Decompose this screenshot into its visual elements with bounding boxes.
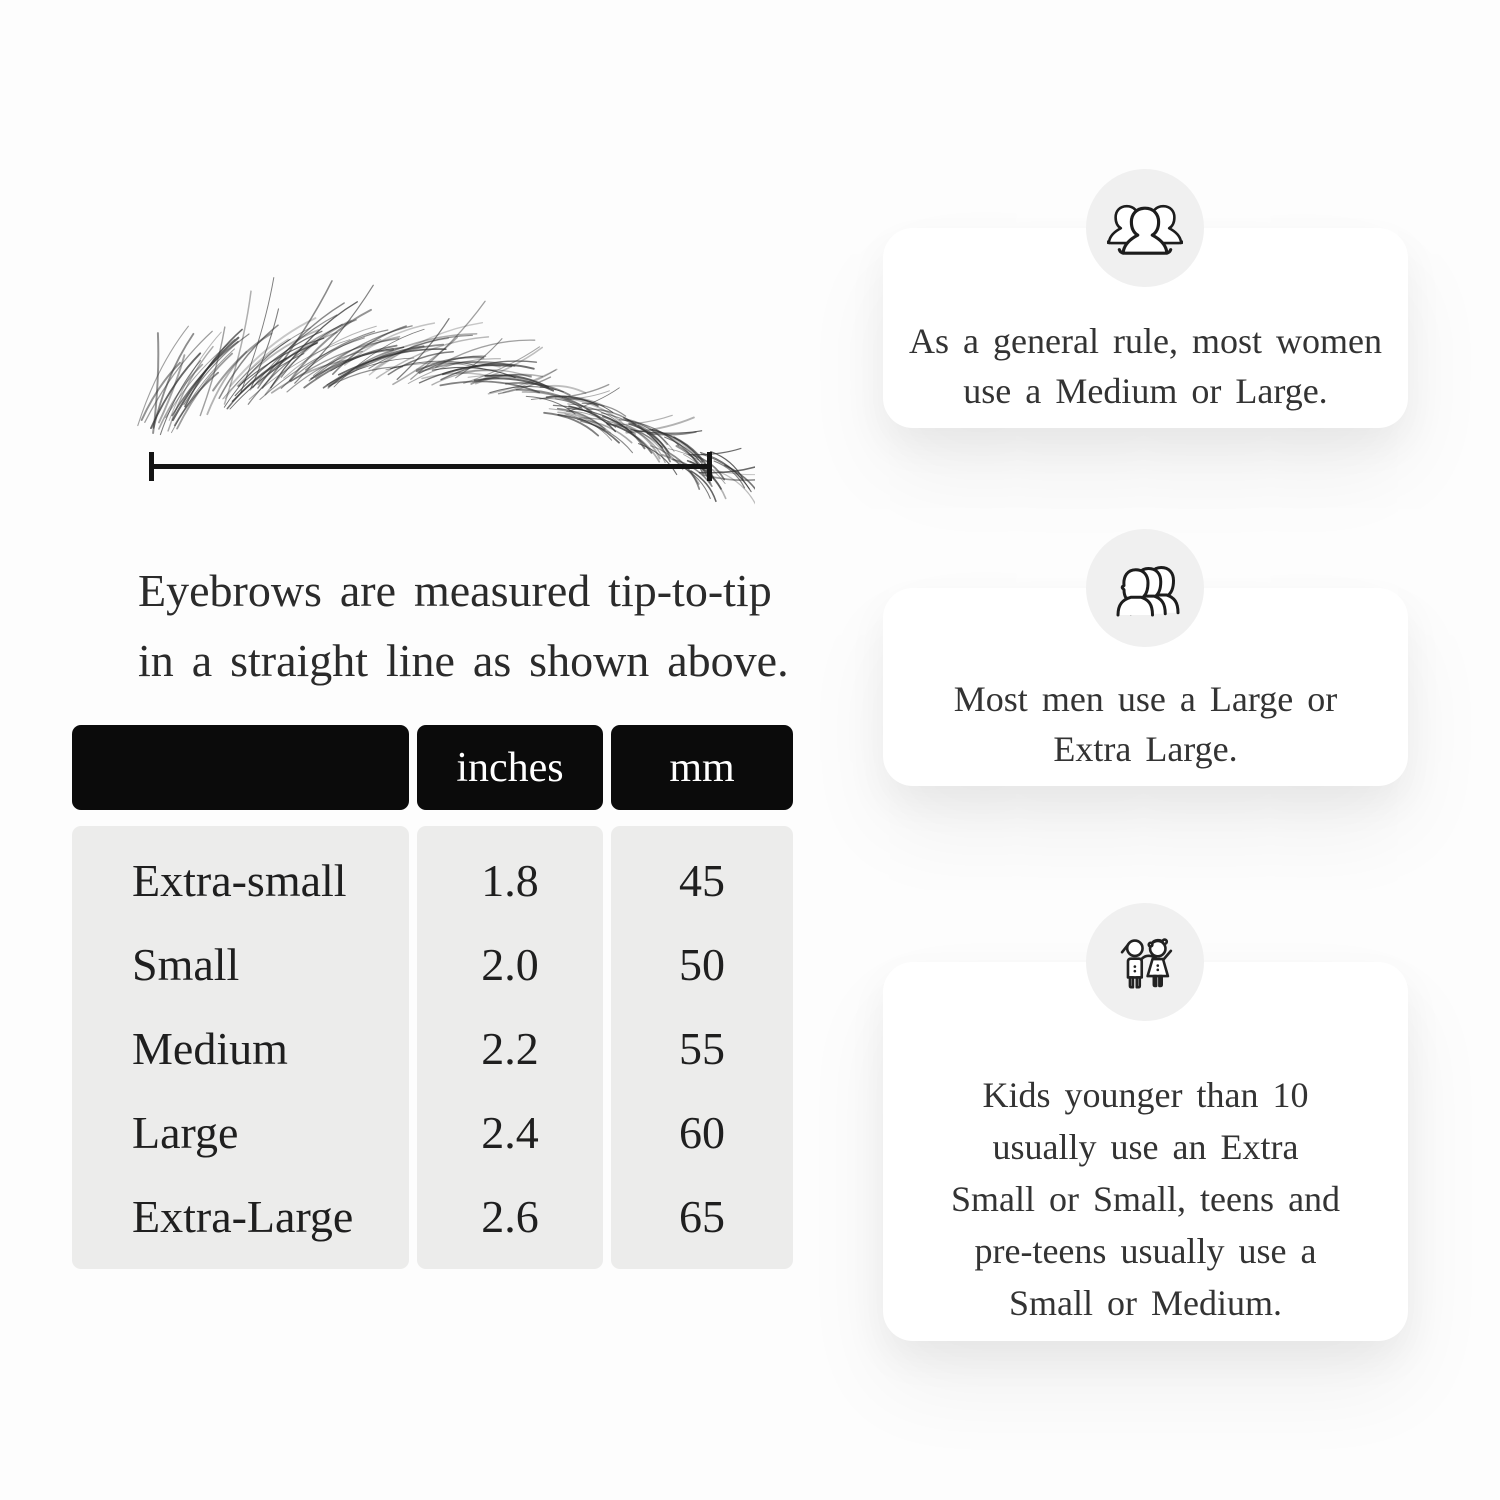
- women-icon-circle: [1086, 169, 1204, 287]
- size-table-header-row: [72, 725, 793, 810]
- size-row-label: Small: [132, 938, 240, 990]
- size-value-inches: 2.0: [481, 938, 539, 990]
- size-table-header-inches: inches: [417, 725, 603, 810]
- size-value-inches: 1.8: [481, 854, 539, 906]
- measurement-caption-line2: in a straight line as shown above.: [138, 635, 789, 686]
- size-value-inches: 2.6: [481, 1190, 539, 1242]
- size-value-mm: 60: [679, 1106, 725, 1158]
- size-table-body: [72, 826, 793, 1269]
- measurement-line-left-cap: [149, 452, 154, 481]
- size-table-mm-column: [611, 826, 793, 1269]
- size-table-label-column: [72, 826, 409, 1269]
- measurement-line: [149, 464, 712, 469]
- kids-guideline-line3: Small or Small, teens and: [950, 1179, 1341, 1219]
- size-row-label: Medium: [132, 1022, 288, 1074]
- kids-guideline-line5: Small or Medium.: [1008, 1283, 1283, 1323]
- women-guideline-line1: As a general rule, most women: [908, 321, 1383, 361]
- kids-icon: [1109, 929, 1181, 995]
- size-value-mm: 50: [679, 938, 725, 990]
- size-table-inches-column: [417, 826, 603, 1269]
- size-value-mm: 65: [679, 1190, 725, 1242]
- measurement-caption: [138, 556, 789, 696]
- size-row-label: Large: [132, 1106, 239, 1158]
- men-group-icon: [1106, 555, 1184, 621]
- size-value-inches: 2.2: [481, 1022, 539, 1074]
- measurement-line-right-cap: [707, 452, 712, 481]
- men-guideline-line2: Extra Large.: [1053, 729, 1238, 769]
- kids-guideline-text: [951, 1069, 1340, 1329]
- kids-guideline-line4: pre-teens usually use a: [974, 1231, 1317, 1271]
- women-guideline-text: [909, 316, 1382, 416]
- size-row-label: Extra-small: [132, 854, 347, 906]
- size-value-mm: 55: [679, 1022, 725, 1074]
- size-table-header-mm: mm: [611, 725, 793, 810]
- eyebrow-sketch-illustration: [95, 255, 755, 525]
- size-value-inches: 2.4: [481, 1106, 539, 1158]
- women-guideline-line2: use a Medium or Large.: [963, 371, 1328, 411]
- kids-icon-circle: [1086, 903, 1204, 1021]
- women-group-icon: [1107, 196, 1183, 260]
- size-row-label: Extra-Large: [132, 1190, 354, 1242]
- men-guideline-line1: Most men use a Large or: [953, 679, 1338, 719]
- men-icon-circle: [1086, 529, 1204, 647]
- size-table: [72, 725, 793, 1269]
- men-guideline-text: [954, 674, 1337, 774]
- size-value-mm: 45: [679, 854, 725, 906]
- size-table-header-blank: [72, 725, 409, 810]
- measurement-caption-line1: Eyebrows are measured tip-to-tip: [138, 565, 772, 616]
- kids-guideline-line2: usually use an Extra: [992, 1127, 1299, 1167]
- kids-guideline-line1: Kids younger than 10: [982, 1075, 1309, 1115]
